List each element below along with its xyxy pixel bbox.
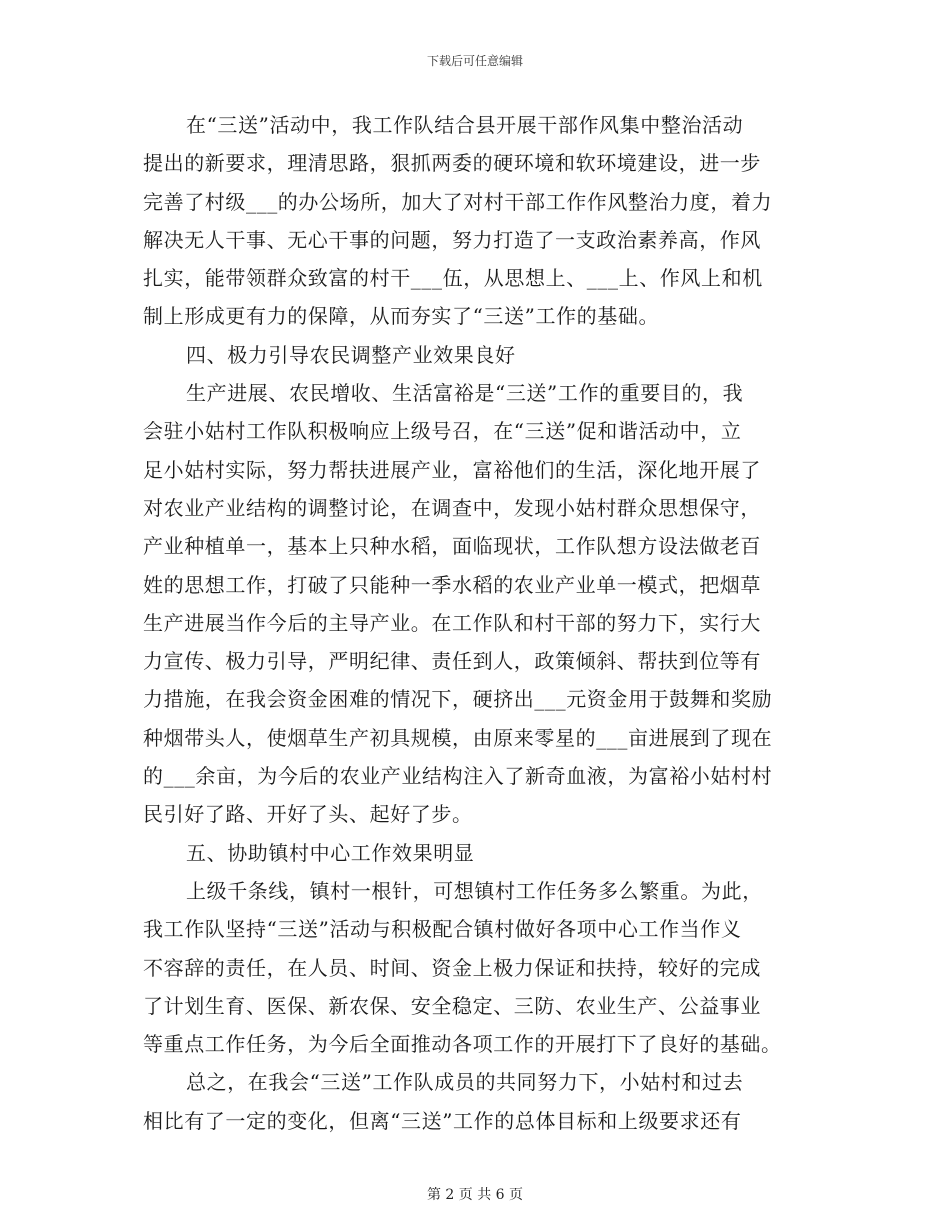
text-line: 民引好了路、开好了头、起好了步。 [143,802,473,827]
page-header: 下载后可任意编辑 [426,54,523,68]
text-line: 等重点工作任务，为今后全面推动各项工作的开展打下了良好的基础。 [143,1032,782,1057]
text-line: 制上形成更有力的保障，从而夯实了“三送”工作的基础。 [143,304,660,329]
text-line: 提出的新要求，理清思路，狠抓两委的硬环境和软环境建设，进一步 [143,151,761,176]
section-heading: 五、协助镇村中心工作效果明显 [186,840,475,865]
text-line: 上级千条线，镇村一根针，可想镇村工作任务多么繁重。为此， [186,878,763,903]
text-line: 生产进展当作今后的主导产业。在工作队和村干部的努力下，实行大 [143,610,761,635]
text-line: 了计划生育、医保、新农保、安全稳定、三防、农业生产、公益事业 [143,993,761,1018]
text-line: 我工作队坚持“三送”活动与积极配合镇村做好各项中心工作当作义 [143,917,742,942]
text-line: 总之，在我会“三送”工作队成员的共同努力下，小姑村和过去 [186,1070,744,1095]
text-line: 产业种植单一，基本上只种水稻，面临现状，工作队想方设法做老百 [143,534,761,559]
text-line: 足小姑村实际，努力帮扶进展产业，富裕他们的生活，深化地开展了 [143,457,761,482]
text-line: 力宣传、极力引导，严明纪律、责任到人，政策倾斜、帮扶到位等有 [143,649,761,674]
text-line: 在“三送”活动中，我工作队结合县开展干部作风集中整治活动 [186,113,744,137]
document-body [143,106,809,1140]
text-line: 对农业产业结构的调整讨论，在调查中，发现小姑村群众思想保守， [143,495,761,520]
page-footer: 第 2 页 共 6 页 [426,1187,524,1203]
text-line: 姓的思想工作，打破了只能种一季水稻的农业产业单一模式，把烟草 [143,572,761,597]
text-line: 相比有了一定的变化，但离“三送”工作的总体目标和上级要求还有 [143,1108,742,1133]
text-line: 扎实，能带领群众致富的村干___伍，从思想上、___上、作风上和机 [143,266,763,291]
text-line: 不容辞的责任，在人员、时间、资金上极力保证和扶持，较好的完成 [143,955,761,980]
text-line: 完善了村级___的办公场所，加大了对村干部工作作风整治力度，着力 [143,189,773,214]
section-heading: 四、极力引导农民调整产业效果良好 [186,342,516,367]
text-line: 生产进展、农民增收、生活富裕是“三送”工作的重要目的，我 [186,381,744,406]
text-line: 会驻小姑村工作队积极响应上级号召，在“三送”促和谐活动中，立 [143,419,742,444]
text-line: 解决无人干事、无心干事的问题，努力打造了一支政治素养高，作风 [143,227,761,252]
text-line: 的___余亩，为今后的农业产业结构注入了新奇血液，为富裕小姑村村 [143,764,773,789]
text-line: 力措施，在我会资金困难的情况下，硬挤出___元资金用于鼓舞和奖励 [143,687,773,712]
text-line: 种烟带头人，使烟草生产初具规模，由原来零星的___亩进展到了现在 [143,725,773,750]
